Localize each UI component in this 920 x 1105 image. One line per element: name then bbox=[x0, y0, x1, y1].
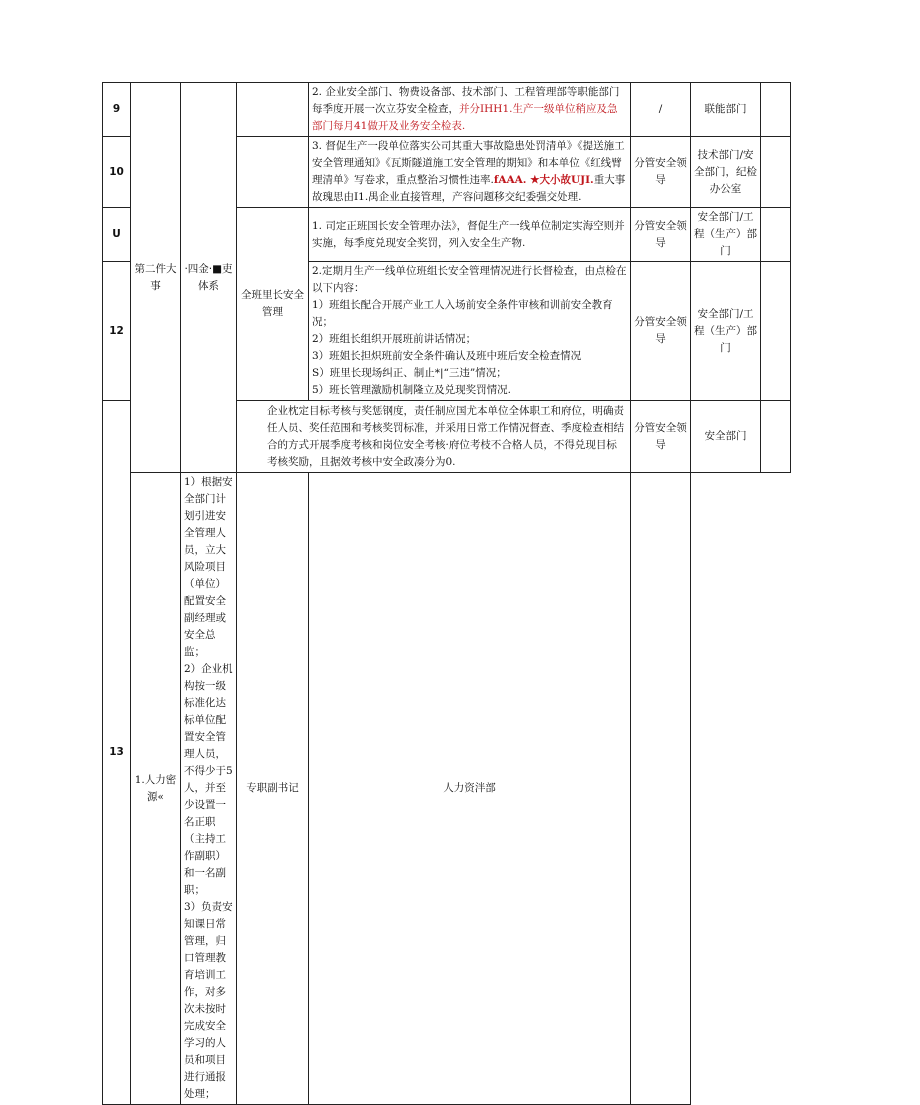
content-text: 企业枕定目标考核与奖惩钢度，责任制应国尤本单位全体职工和府位，明确责任人员、奖任范围和考核奖罚标准，并采用日常工作情况督查、季度检查相结合的方式开展季度考核和岗位安全考核·府位考枝不合格人员，不得兑现目标考核奖励，且据效考核中安全政凑分为0. bbox=[267, 404, 624, 468]
content-red-text: fAAA. ★大小故UJI. bbox=[493, 174, 594, 186]
item-label: 全班里长安全管理 bbox=[241, 289, 304, 318]
content-sub-2: 2）班组长组织开展班前讲话情况； bbox=[312, 333, 477, 345]
responsible-cell: 专职副书记 bbox=[237, 473, 309, 1105]
row-number: 12 bbox=[103, 262, 131, 401]
remark-cell bbox=[631, 473, 691, 1105]
content-cell: 1. 司定正班国长安全管理办法》，督促生产一线单位制定实海空则并实施，每季度兑现安全奖罚，列入安全生产物. bbox=[309, 208, 631, 262]
system-cell bbox=[181, 83, 237, 473]
responsible-cell: 分管安全领导 bbox=[631, 137, 691, 208]
item-cell bbox=[237, 208, 309, 401]
item-cell bbox=[131, 473, 181, 1105]
content-sub-2: 2）企业机构按一级标准化达标单位配置安全管理人员，不得少于5人，并至少设置一名正职（主持工作副职）和一名副职； bbox=[184, 663, 233, 896]
content-sub-5: 5）班长管理激励机制隆立及兑现奖罚情况. bbox=[312, 384, 512, 396]
responsible-cell: 分管安全领导 bbox=[631, 262, 691, 401]
row-number: U bbox=[103, 208, 131, 262]
content-sub-3: 3）班姐长担炽班前安全条件确认及班中班后安全检查情况 bbox=[312, 350, 582, 362]
remark-cell bbox=[761, 137, 791, 208]
remark-cell bbox=[761, 262, 791, 401]
table-row bbox=[103, 83, 791, 137]
department-cell: 安全部门/工程（生产）部门 bbox=[691, 208, 761, 262]
responsible-cell: 分管安全领导 bbox=[631, 401, 691, 473]
content-cell bbox=[309, 137, 631, 208]
department-cell: 安全部门 bbox=[691, 401, 761, 473]
row-number: 10 bbox=[103, 137, 131, 208]
content-intro: 2.定期月生产一线单位班组长安全管理情况进行长督检查，由点检在以下内容： bbox=[312, 265, 627, 294]
responsibility-table bbox=[102, 82, 791, 1105]
remark-cell bbox=[761, 208, 791, 262]
department-cell: 技术部门/安全部门，纪检办公室 bbox=[691, 137, 761, 208]
content-sub-3: 3）负责安知课日常管理，归口管理教育培训工作，对多次未按时完成安全学习的人员和项目进行通报处理； bbox=[184, 901, 233, 1100]
row-number: 13 bbox=[103, 401, 131, 1105]
department-cell: 安全部门/工程（生产）部门 bbox=[691, 262, 761, 401]
remark-cell bbox=[761, 401, 791, 473]
content-cell bbox=[309, 262, 631, 401]
item-label: 1.人力密源« bbox=[134, 773, 177, 803]
row-number: 9 bbox=[103, 83, 131, 137]
system-label: ·四金·■吏体系 bbox=[184, 262, 233, 292]
content-text-b: 重大事故瑰思由I1.禺企业直接管理，产容问题移交纪委强交处理. bbox=[312, 174, 626, 203]
content-cell bbox=[237, 401, 631, 473]
responsible-cell: / bbox=[631, 83, 691, 137]
item-cell bbox=[237, 83, 309, 137]
content-sub-1: 1）根据安全部门计划引进安全管理人员，立大风险项目（单位）配置安全副经理或安全总监； bbox=[184, 476, 233, 658]
category-label: 第二件大事 bbox=[134, 262, 177, 292]
department-cell: 联能部门 bbox=[691, 83, 761, 137]
content-red-text: 并分IHH1.生产一级单位稍应及急部门每月41做开及业务安全检表. bbox=[312, 103, 618, 132]
content-sub-1: 1）班组长配合开展产业工人入场前安全条件审核和训前安全教育况； bbox=[312, 299, 613, 328]
remark-cell bbox=[761, 83, 791, 137]
item-cell bbox=[237, 137, 309, 208]
responsible-cell: 分管安全领导 bbox=[631, 208, 691, 262]
content-text: 2. 企业安全部门、物费设备部、技术部门、工程管理部等职能部门每季度开展一次立芬安全检查， bbox=[312, 86, 620, 115]
table-row bbox=[103, 473, 791, 1105]
department-cell: 人力资泮部 bbox=[309, 473, 631, 1105]
content-sub-4: S）班里长现场纠正、制止*|“三违”情况； bbox=[312, 367, 507, 379]
category-cell bbox=[131, 83, 181, 473]
content-cell bbox=[181, 473, 237, 1105]
content-text: 3. 督促生产一段单位落实公司其重大事故隐患处罚清单》《提送施工安全管理通知》《瓦斯隧道施工安全管理的期知》和本单位《红线臂理清单》写卷求，重点整治习惯性违率. bbox=[312, 140, 625, 186]
content-cell bbox=[309, 83, 631, 137]
